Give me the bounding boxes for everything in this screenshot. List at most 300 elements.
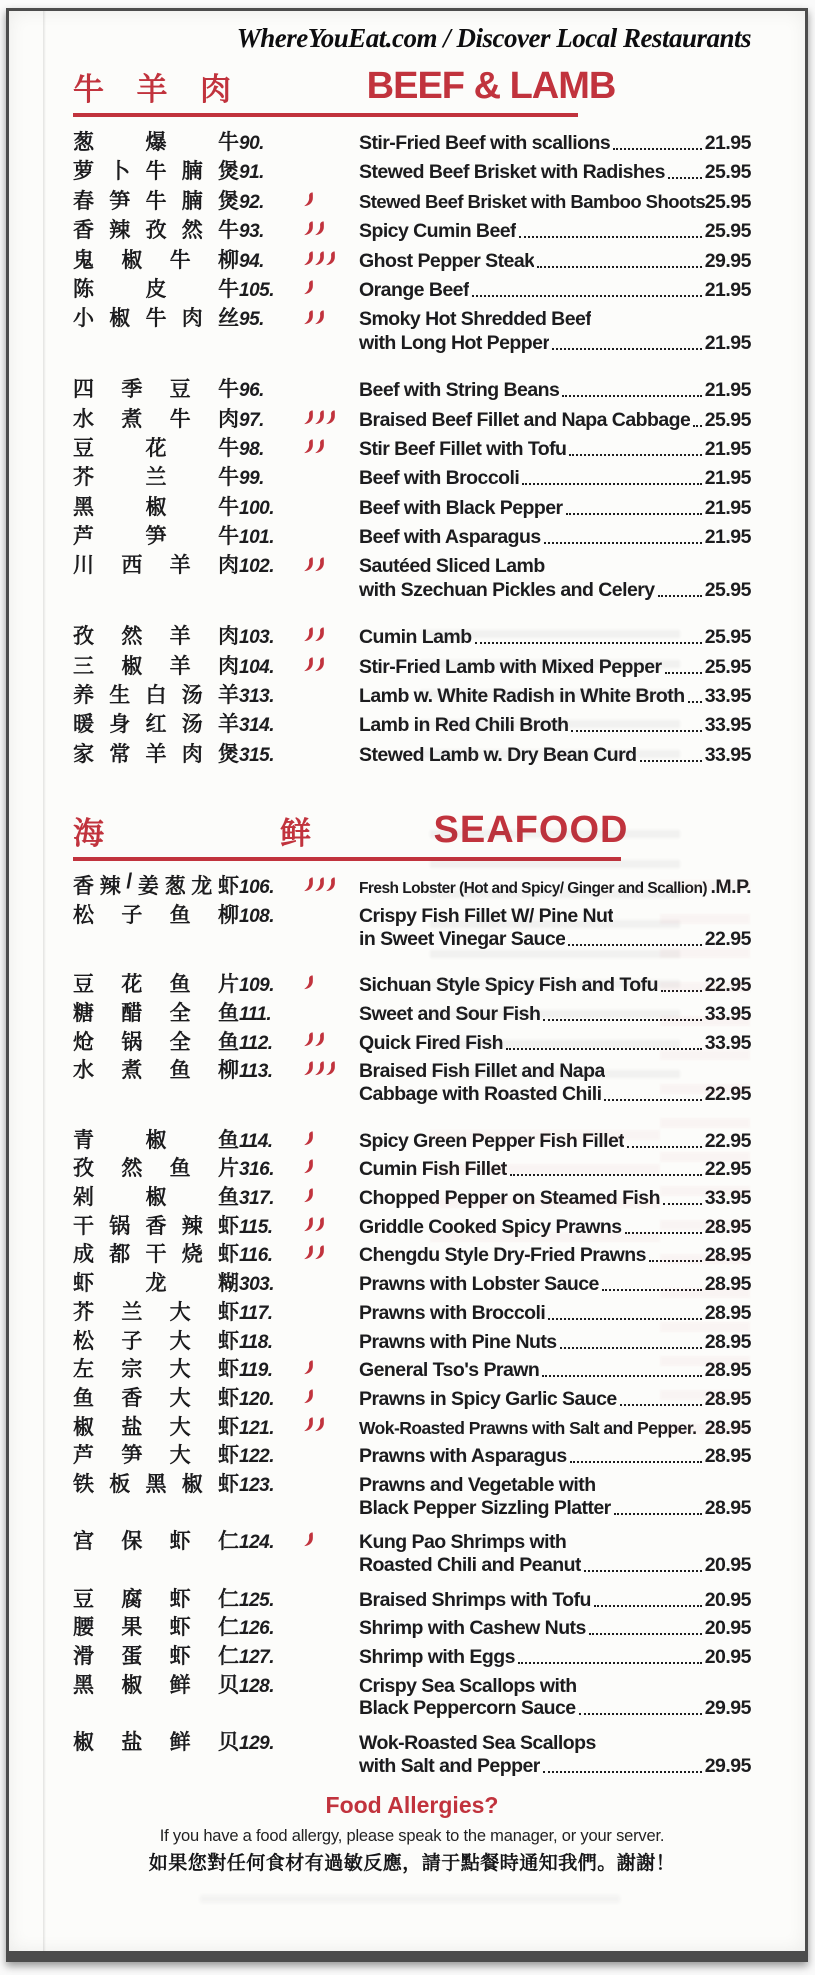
item-description xyxy=(359,1083,751,1106)
menu-item-line xyxy=(73,185,751,214)
menu-item-line xyxy=(73,373,751,402)
chinese-char: 豆 xyxy=(73,1587,94,1611)
item-description xyxy=(359,1359,751,1382)
menu-item xyxy=(73,1054,751,1111)
item-name-chinese xyxy=(73,520,239,550)
item-number: 127. xyxy=(239,1647,274,1669)
dotted-leader xyxy=(537,266,701,268)
item-name-chinese xyxy=(73,302,239,332)
chinese-char: 芥 xyxy=(73,466,94,490)
chinese-char: 椒 xyxy=(121,1673,143,1697)
menu-item xyxy=(73,1611,751,1640)
item-price: 28.95 xyxy=(704,1445,751,1468)
chinese-char: 鱼 xyxy=(218,1186,239,1210)
chinese-char: 干 xyxy=(145,1243,167,1267)
dotted-leader xyxy=(548,1318,701,1320)
dotted-leader xyxy=(506,1048,702,1050)
item-description xyxy=(359,928,751,951)
item-name-chinese xyxy=(73,620,239,650)
chinese-char: 虾 xyxy=(217,1444,239,1468)
dotted-leader xyxy=(614,1513,702,1515)
menu-item-line xyxy=(73,708,751,737)
chinese-char: 家 xyxy=(73,742,94,766)
item-description-text: Prawns in Spicy Garlic Sauce xyxy=(359,1387,617,1410)
item-name-chinese xyxy=(73,1726,239,1756)
menu-item xyxy=(73,1210,751,1239)
chinese-char: 大 xyxy=(169,1386,191,1410)
item-description-text: Chopped Pepper on Steamed Fish xyxy=(359,1187,660,1210)
chinese-char: 贝 xyxy=(217,1731,239,1755)
item-description xyxy=(359,250,751,273)
item-name-chinese xyxy=(73,1026,239,1056)
menu-item xyxy=(73,968,751,997)
item-name-chinese xyxy=(73,1669,239,1699)
item-price: 22.95 xyxy=(704,1129,751,1152)
chinese-char: 煲 xyxy=(218,189,239,213)
chinese-char: 豆 xyxy=(169,378,191,402)
dotted-leader xyxy=(543,1771,702,1773)
menu-item xyxy=(73,491,751,520)
chinese-char: 仁 xyxy=(217,1530,239,1554)
chinese-char: 鲜 xyxy=(169,1673,191,1697)
item-number: 103. xyxy=(239,627,274,649)
chinese-char: 牛 xyxy=(145,307,167,331)
chinese-char: 松 xyxy=(73,1329,94,1353)
item-description xyxy=(359,438,751,461)
item-number: 126. xyxy=(239,1618,274,1640)
item-name-chinese xyxy=(73,244,239,274)
chinese-char: 虾 xyxy=(73,1272,94,1296)
chinese-char: 虾 xyxy=(217,1386,239,1410)
dotted-leader xyxy=(688,701,702,703)
item-price: 22.95 xyxy=(704,1158,751,1181)
menu-item-line xyxy=(73,332,751,361)
chinese-char: 柳 xyxy=(217,248,239,272)
chinese-char: 芥 xyxy=(73,1300,94,1324)
chinese-char: 椒 xyxy=(73,1731,94,1755)
menu-item xyxy=(73,1525,751,1582)
chinese-char: 牛 xyxy=(145,160,167,184)
chinese-char: 牛 xyxy=(218,277,239,301)
chinese-char: 椒 xyxy=(121,654,143,678)
menu-item-line xyxy=(73,650,751,679)
menu-item-list xyxy=(73,126,751,767)
chinese-char: 柳 xyxy=(217,1059,239,1083)
chinese-char: 牛 xyxy=(169,407,191,431)
spice-level xyxy=(303,1031,359,1048)
item-name-chinese xyxy=(73,1611,239,1641)
dotted-leader xyxy=(627,1146,701,1148)
chinese-char: 椒 xyxy=(121,248,143,272)
item-description xyxy=(359,332,751,355)
item-price: 21.95 xyxy=(704,379,751,402)
chinese-char: 宗 xyxy=(121,1358,143,1382)
chinese-char: 豆 xyxy=(73,973,94,997)
chinese-char: 皮 xyxy=(145,277,167,301)
item-description-text: Stir Beef Fillet with Tofu xyxy=(359,437,567,460)
dotted-leader xyxy=(543,1019,701,1021)
menu-item-line xyxy=(73,214,751,243)
item-description xyxy=(359,467,751,490)
menu-item xyxy=(73,738,751,767)
chinese-char: 辣 xyxy=(181,1214,203,1238)
chinese-char: 黑 xyxy=(73,1673,94,1697)
chinese-char: 成 xyxy=(73,1243,94,1267)
item-price: 25.95 xyxy=(704,161,751,184)
chili-pepper-icon xyxy=(313,437,327,456)
spice-level xyxy=(303,626,359,643)
chinese-char: 大 xyxy=(169,1415,191,1439)
item-price: 33.95 xyxy=(704,1002,751,1025)
chinese-char: 烧 xyxy=(181,1243,203,1267)
menu-item xyxy=(73,302,751,361)
dotted-leader xyxy=(663,1203,702,1205)
dotted-leader xyxy=(604,1099,701,1101)
item-name-chinese xyxy=(73,273,239,303)
item-description xyxy=(359,974,751,997)
item-number: 124. xyxy=(239,1532,274,1554)
dotted-leader xyxy=(579,1713,702,1715)
chili-pepper-icon xyxy=(313,1031,327,1050)
chinese-char: 虾 xyxy=(218,1472,239,1496)
chili-pepper-icon xyxy=(302,278,316,297)
site-watermark: WhereYouEat.com / Discover Local Restaurants xyxy=(236,23,751,53)
chinese-char: 鲜 xyxy=(169,1731,191,1755)
item-price: 33.95 xyxy=(704,743,751,766)
chili-pepper-icon xyxy=(302,1358,316,1377)
menu-scan-sheet xyxy=(6,8,808,1962)
dotted-leader xyxy=(589,1633,702,1635)
menu-item xyxy=(73,899,751,956)
item-description-text: Black Peppercorn Sauce xyxy=(359,1697,576,1720)
section-divider-rule xyxy=(73,113,578,117)
item-number: 316. xyxy=(239,1159,274,1181)
item-price: 22.95 xyxy=(704,974,751,997)
menu-item xyxy=(73,1267,751,1296)
item-price: 29.95 xyxy=(704,1754,751,1777)
spice-level xyxy=(303,309,359,326)
item-description-text: Griddle Cooked Spicy Prawns xyxy=(359,1215,622,1238)
item-number: 102. xyxy=(239,556,274,578)
menu-section-seafood xyxy=(73,801,751,1783)
chinese-char: 牛 xyxy=(217,378,239,402)
item-number: 117. xyxy=(239,1302,273,1324)
chinese-char: 腐 xyxy=(121,1587,143,1611)
chinese-char: 羊 xyxy=(145,742,167,766)
dotted-leader xyxy=(665,672,702,674)
chinese-char: 糊 xyxy=(218,1272,239,1296)
item-name-chinese xyxy=(73,997,239,1027)
chinese-char: 铁 xyxy=(73,1472,94,1496)
spice-level xyxy=(303,220,359,237)
chinese-char: 花 xyxy=(121,973,143,997)
chinese-char: 爆 xyxy=(145,131,167,154)
item-number: 96. xyxy=(239,380,264,402)
section-title-chinese xyxy=(73,816,311,852)
item-description xyxy=(359,497,751,520)
chinese-char: 香 xyxy=(145,1214,167,1238)
item-name-chinese xyxy=(73,650,239,680)
chinese-char: 蛋 xyxy=(121,1645,143,1669)
item-description xyxy=(359,744,751,767)
allergy-note-english: If you have a food allergy, please speak to the manager, or your server. xyxy=(159,1826,665,1845)
chinese-char: 干 xyxy=(73,1214,94,1238)
item-number: 118. xyxy=(239,1331,273,1353)
chinese-char: 笋 xyxy=(121,1444,143,1468)
chinese-char: 果 xyxy=(121,1616,143,1640)
item-number: 92. xyxy=(239,191,264,213)
chinese-char: 四 xyxy=(73,378,94,402)
chinese-char: 糖 xyxy=(73,1001,94,1025)
item-number: 101. xyxy=(239,527,274,549)
chili-pepper-icon xyxy=(302,1157,316,1176)
chili-pepper-icon xyxy=(313,1416,327,1435)
item-description xyxy=(359,1697,751,1720)
item-description-text: Stir-Fried Lamb with Mixed Pepper xyxy=(359,655,662,678)
chinese-char: 肉 xyxy=(217,554,239,578)
chinese-char: 香 xyxy=(73,875,94,899)
chinese-char: 大 xyxy=(169,1358,191,1382)
spice-level xyxy=(303,556,359,573)
item-number: 113. xyxy=(239,1061,273,1083)
chinese-char: 煲 xyxy=(218,160,239,184)
menu-item-line xyxy=(73,1083,751,1112)
item-description-text: Prawns with Pine Nuts xyxy=(359,1330,557,1353)
menu-item xyxy=(73,1468,751,1525)
allergy-notice xyxy=(73,1792,751,1875)
item-description-text: Roasted Chili and Peanut xyxy=(359,1554,581,1577)
item-description-text: Sichuan Style Spicy Fish and Tofu xyxy=(359,974,658,997)
item-description xyxy=(359,1216,751,1239)
item-description-text: in Sweet Vinegar Sauce xyxy=(359,927,566,950)
item-number: 97. xyxy=(239,409,264,431)
menu-item-line xyxy=(73,1238,751,1267)
chinese-char: 椒 xyxy=(73,1415,94,1439)
chinese-char: 丝 xyxy=(218,307,239,331)
chinese-char: 虾 xyxy=(169,1645,191,1669)
menu-item-line xyxy=(73,491,751,520)
spice-level xyxy=(303,438,359,455)
item-description xyxy=(359,626,751,649)
chinese-char: 虾 xyxy=(218,1243,239,1267)
menu-item-line xyxy=(73,1755,751,1784)
menu-item-line xyxy=(73,1124,751,1153)
item-name-chinese xyxy=(73,1468,239,1498)
item-name-chinese xyxy=(73,185,239,215)
chinese-char: 鱼 xyxy=(169,973,191,997)
chinese-char: 子 xyxy=(121,1329,143,1353)
item-price: 28.95 xyxy=(704,1359,751,1382)
item-number: 120. xyxy=(239,1388,274,1410)
menu-item xyxy=(73,1238,751,1267)
chinese-char: 辣 xyxy=(109,219,131,243)
chinese-char: 虾 xyxy=(169,1587,191,1611)
section-title-char: 鲜 xyxy=(280,816,311,852)
item-description-text: Prawns with Broccoli xyxy=(359,1301,546,1324)
menu-item-line xyxy=(73,968,751,997)
item-number: 112. xyxy=(239,1032,273,1054)
dotted-leader xyxy=(522,483,701,485)
menu-item-line xyxy=(73,520,751,549)
chinese-char: 龙 xyxy=(191,875,213,899)
item-price: 25.95 xyxy=(704,220,751,243)
spice-level xyxy=(303,250,359,267)
item-price: 28.95 xyxy=(704,1215,751,1238)
menu-item-line xyxy=(73,432,751,461)
chinese-char: 羊 xyxy=(169,554,191,578)
menu-item xyxy=(73,461,751,490)
item-price: 28.95 xyxy=(704,1301,751,1324)
item-name-chinese xyxy=(73,126,239,156)
item-description-text: Smoky Hot Shredded Beef xyxy=(359,308,592,331)
item-description-text: Fresh Lobster (Hot and Spicy/ Ginger and Scallion) xyxy=(359,880,707,898)
menu-item xyxy=(73,1382,751,1411)
dotted-leader xyxy=(594,1605,702,1607)
chinese-char: 左 xyxy=(73,1358,94,1382)
item-name-chinese xyxy=(73,155,239,185)
section-title-char: 羊 xyxy=(136,72,168,107)
menu-item xyxy=(73,1726,751,1783)
item-description-text: Wok-Roasted Sea Scallops xyxy=(359,1732,596,1755)
chili-pepper-icon xyxy=(324,249,338,268)
menu-item xyxy=(73,155,751,184)
item-description-text: Wok-Roasted Prawns with Salt and Pepper. xyxy=(359,1417,697,1438)
menu-item-line xyxy=(73,1054,751,1083)
item-number: 106. xyxy=(239,877,274,899)
chili-pepper-icon xyxy=(302,1530,316,1549)
item-price: 21.95 xyxy=(704,278,751,301)
item-price: 21.95 xyxy=(704,467,751,490)
menu-item xyxy=(73,549,751,608)
chinese-char: 剁 xyxy=(73,1186,94,1210)
dotted-leader xyxy=(518,1662,702,1664)
chinese-char: 生 xyxy=(109,684,131,708)
item-price: 33.95 xyxy=(704,685,751,708)
menu-item xyxy=(73,214,751,243)
menu-item-line xyxy=(73,461,751,490)
chinese-char: 香 xyxy=(121,1386,143,1410)
item-number: 100. xyxy=(239,497,274,519)
item-name-chinese xyxy=(73,1640,239,1670)
chinese-char: 大 xyxy=(169,1300,191,1324)
item-number: 125. xyxy=(239,1589,274,1611)
item-price: 28.95 xyxy=(704,1387,751,1410)
menu-item xyxy=(73,650,751,679)
item-number: 128. xyxy=(239,1675,274,1697)
item-description xyxy=(359,1060,751,1083)
spice-level xyxy=(303,279,359,296)
item-name-chinese xyxy=(73,1238,239,1268)
item-name-chinese xyxy=(73,1325,239,1355)
chinese-char: 盐 xyxy=(121,1415,143,1439)
chinese-char: 虾 xyxy=(217,875,239,899)
menu-item xyxy=(73,1640,751,1669)
menu-item-line xyxy=(73,1669,751,1698)
menu-item-line xyxy=(73,1353,751,1382)
chinese-char: 牛 xyxy=(218,436,239,460)
allergy-title: Food Allergies? xyxy=(325,1791,499,1818)
item-name-chinese xyxy=(73,1267,239,1297)
item-number: 91. xyxy=(239,162,264,184)
menu-item xyxy=(73,273,751,302)
item-description-text: with Long Hot Pepper xyxy=(359,331,550,354)
spice-level xyxy=(303,1359,359,1376)
menu-item-line xyxy=(73,679,751,708)
menu-item xyxy=(73,373,751,402)
chinese-char: 都 xyxy=(109,1243,131,1267)
chili-pepper-icon xyxy=(324,875,338,894)
section-header xyxy=(73,57,751,105)
chinese-char: 全 xyxy=(169,1001,191,1025)
menu-item xyxy=(73,1439,751,1468)
chinese-char: 黑 xyxy=(73,495,94,519)
item-description xyxy=(359,1474,751,1497)
item-number: 119. xyxy=(239,1360,273,1382)
chinese-char: 煲 xyxy=(218,742,239,766)
chinese-char: 芦 xyxy=(73,525,94,549)
item-name-chinese xyxy=(73,432,239,462)
section-title-english: SEAFOOD xyxy=(433,809,629,852)
item-description-text: with Szechuan Pickles and Celery xyxy=(359,578,655,601)
chinese-char: 松 xyxy=(73,903,94,927)
item-price: 25.95 xyxy=(704,626,751,649)
item-description xyxy=(359,279,751,302)
chinese-char: 葱 xyxy=(164,875,186,899)
chinese-char: 炝 xyxy=(73,1030,94,1054)
item-description xyxy=(359,526,751,549)
chinese-char: 小 xyxy=(73,307,94,331)
chinese-char: 鱼 xyxy=(73,1386,94,1410)
chinese-char: 养 xyxy=(73,684,94,708)
dotted-leader xyxy=(560,1347,702,1349)
chinese-char: 陈 xyxy=(73,277,94,301)
chinese-char: 虾 xyxy=(217,1300,239,1324)
item-description xyxy=(359,876,751,899)
section-title-char: 肉 xyxy=(200,72,231,107)
chili-pepper-icon xyxy=(302,1186,316,1205)
chinese-char: 柳 xyxy=(217,903,239,927)
chinese-char: 汤 xyxy=(181,713,203,737)
menu-item xyxy=(73,1353,751,1382)
item-price: 28.95 xyxy=(704,1244,751,1267)
item-price: 21.95 xyxy=(704,132,751,154)
item-description-text: Lamb w. White Radish in White Broth xyxy=(359,685,685,708)
chinese-char: 常 xyxy=(109,742,131,766)
item-description-text: Ghost Pepper Steak xyxy=(359,249,535,272)
section-title-english: BEEF & LAMB xyxy=(366,65,616,107)
chinese-char: 芦 xyxy=(73,1444,94,1468)
menu-item-line xyxy=(73,579,751,608)
chinese-char: 暖 xyxy=(73,713,94,737)
item-description-text: Braised Fish Fillet and Napa xyxy=(359,1060,605,1083)
item-description-text: Stewed Beef Brisket with Bamboo Shoots xyxy=(359,190,705,212)
item-description xyxy=(359,409,751,432)
menu-item-line xyxy=(73,1325,751,1354)
item-description-text: General Tso's Prawn xyxy=(359,1359,540,1382)
chinese-char: 牛 xyxy=(218,131,239,154)
chinese-char: 椒 xyxy=(109,307,131,331)
item-number: 303. xyxy=(239,1274,274,1296)
item-description-text: Chengdu Style Dry-Fried Prawns xyxy=(359,1244,646,1267)
item-description-text: Crispy Sea Scallops with xyxy=(359,1674,577,1697)
item-name-chinese xyxy=(73,1152,239,1182)
item-number: 99. xyxy=(239,468,264,490)
chinese-char: 鱼 xyxy=(169,1059,191,1083)
item-description xyxy=(359,1331,751,1354)
menu-item xyxy=(73,679,751,708)
spice-level xyxy=(303,1531,359,1548)
chinese-char: 姜 xyxy=(137,875,159,899)
